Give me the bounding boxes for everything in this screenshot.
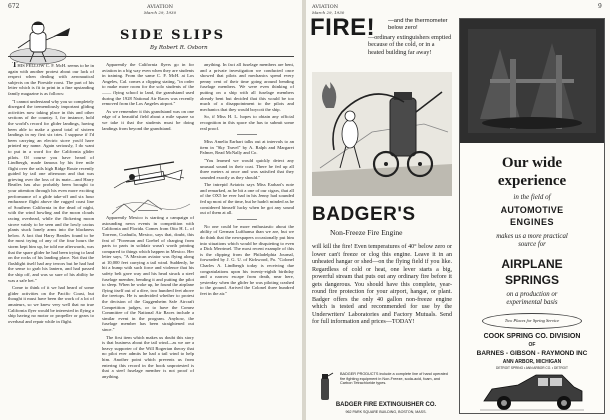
paragraph: THIS FELLOW C. F. McH. seems to be in again with another protest about our lack of respect when dealing with aeronautical subjects on the Fireside roost. The part of his letter which is fit to print in a fine upstanding family magazine is as follows: (8, 62, 94, 96)
right-page-number: 9 (598, 3, 602, 10)
section-title: SIDE SLIPS (120, 28, 225, 43)
article-column-1 (8, 62, 94, 414)
left-page-number: 672 (8, 3, 20, 10)
cook-automotive: AUTOMOTIVE (500, 205, 564, 215)
paragraph: No one could be more enthusiastic about the ability of German Lufthansa than we are, but we do think that the newspapers occasionally put him into situations which would be disquieting to even a Dick Merrimel. The most recent example of this is the clipping from the Philadelphia Journal, forwarded by J. G. U. of Kirkwood, Pa. "Colonel Charles A. Lindbergh today is receiving due congratulations upon his twenty-eighth birthday and a narrow escape from death, near here, yesterday when the glider he was piloting crashed to the ground. Arrived the Colonel three hundred feet in the air." (200, 223, 294, 296)
cook-springs: SPRINGS (504, 273, 559, 287)
cook-company-line-1: COOK SPRING CO. DIVISION (483, 333, 581, 340)
badger-products-note: BADGER PRODUCTS include a complete line of hand operated fire fighting equipment in Non-Freeze, soda-acid, foam, and Carbon Tetrachloride types. (340, 372, 448, 386)
badger-product-name: Non-Freeze Fire Engine (330, 228, 403, 237)
byline: By Robert R. Osborn (150, 45, 208, 51)
paragraph: Come to think of it we had heard of some glider activities on the Pacific Coast, but thought it must have been the work of a lot of amateurs, so we knew very well that no true California flyer would be interested in flying a ship having no motor or propeller or gears to overhaul and repair while in flight. (8, 285, 94, 324)
paragraph: "You learned we would quickly detect any unusual sound in their coat. There he fed up all three meters at once and was satisfied that they sounded exactly as they should." (200, 157, 294, 180)
badger-ad-body: will kill the fire! Even temperatures of 40° below zero or lower can't freeze or clog this engine. Leave it in an unheated hangar or shed—on the flying field if you like. Regardless of cold or heat, one lever starts a big, powerful stream that puts out any ordinary fire before it gets dangerous. You should have this complete, year-round fire protection for your airport, hangar, or plant. Badger offers the only 40 gallon non-freeze engine which is tested and recommended for use by the Underwriters' Laboratories and Factory Mutuals. Send for full information and prices—TODAY! (312, 244, 452, 325)
right-running-head: AVIATION March 29, 1930 (312, 4, 345, 15)
cook-spring-ad (459, 18, 605, 414)
cook-headline-line-1: Our wide (501, 155, 563, 171)
cook-location: ANN ARBOR, MICHIGAN (502, 359, 562, 365)
article-column-3 (200, 62, 294, 414)
side-slips-logo-illustration (8, 16, 78, 68)
title-rule (8, 56, 294, 57)
paragraph: "I cannot understand why you so completely disregard the tremendously important gliding activities now taking place in this and other sections of the country. I, for instance, hold the world's record for glider landings, having been able to make a grand total of sixteen landings in my first six tries. I suppose if I'd been carrying an electric stove you'd have printed my name. Again seriously, I do want to put in a word for the California glider pilots. Of course you have heard of Lindbergh, made famous by his free mile flight over the rails high Ridge Route recently guided by tail one afternoon and that was grieving over the loss of its mate—and Harry Beatles has also probably been brought to your attention through his even more exciting performance of a glide take-off and six hour endurance flight above the rugged coast line of Southern California in the dead of night, with the wind howling and the moon clouds racing overhead, while the flickering moon strove vainly to be seen and the lowly cactus plants stuck lonely arms into the blackness below. A fact that Harry Beatles found to be the most trying of any of the four hours the storm kept him up, he told me afterwards, was that the spare glider he had been trying to land on the rocks of his landing place. Not that the flashlight itself had any terrors but he had had the sense to grab his lantern, and had passed the ship off, and was so sure of his ability he was a safe bet." (8, 98, 94, 283)
paragraph: Apparently the California flyers go in for aviation in a big way even when they are students in training. From the same C. F. McH. at Los Angeles, Cal. comes a clipping stating, "in order to make more room for the solo students of the —— flying school to land, the grandstand used during the 1928 National Air Races was recently removed from the Los Angeles airport." (102, 62, 194, 107)
paragraph: So, if Miss H. L. hopes to obtain any official recognition in this space she has to submit some real proof. (200, 114, 294, 131)
cook-production-basis: on a production or experimental basis (506, 291, 558, 306)
paragraph: Miss Amelia Earhart talks out at intervals to an item in "Sky Travel" by A. Ralph and Margaret Palmer, Read McNally and Co. (200, 139, 294, 156)
cook-practical-source: makes us a more practical source for (496, 233, 568, 248)
article-column-2 (102, 62, 194, 414)
extinguisher-icon (316, 372, 334, 402)
left-running-head: AVIATION March 29, 1930 (143, 4, 177, 15)
paragraph: As we remember it this grandstand was on one edge of a beautiful field about a mile square so we take it that the students must be doing landings from beyond the grandstand. (102, 108, 194, 131)
cook-plants: DETROIT SPRING • ANN ARBOR CO. • DETROIT (496, 366, 568, 370)
fire-lead-text: —ordinary extinguishers emptied because of the cold, or in a heated building far away! (368, 34, 452, 56)
cook-headline-line-3: in the field of (513, 193, 551, 201)
airplane-cartoon-illustration (104, 148, 194, 218)
cook-engines: ENGINES (509, 217, 554, 227)
cook-company-line-3: BARNES - GIBSON - RAYMOND INC (476, 350, 588, 357)
fire-engine-extinguisher-illustration (312, 72, 452, 196)
paragraph: anything. In fact all fuselage members are bent, and a private investigation we conducted once showed that pilots and mechanics spend every penny cent of their time going around bending fuselage members. We were even thinking of putting on a ship with all fuselage members already bent but decided that this would be too much of a disappointment to the pilots and mechanics that they would boycott the ship. (200, 62, 294, 112)
cook-airplane: AIRPLANE (501, 257, 563, 271)
badger-brand: BADGER'S (312, 204, 416, 225)
paragraph: The intrepid Aviatrix says Miss Earhart's note and remarked, as he bit a one of our cigars, that all of the OX5 he ever had in his Jenny had sounded fed up most of the time, but he hadn't minded as he considered himself lucky when he got any sound out of them at all. (200, 182, 294, 216)
badger-company-address: 962 PARK SQUARE BUILDING, BOSTON, MASS. (345, 410, 427, 414)
separator (237, 134, 257, 135)
fire-subhead: —and the thermometer below zero! (388, 18, 448, 31)
cook-ad-text-area (460, 143, 604, 413)
paragraph: Apparently Mexico is starting a campaign of astounding news events in competition with California and Florida. Comes from Otto H. L. of Torreon, Coahuila, Mexico, says that, doubt, this feat of "Foreman and Goebel of charging from parts to parts in solidair wasn't worth printing compared to things which happen in Mexico. Her letter says, "A Mexican aviator was flying along at 10,000 feet carrying a tail wind. Suddenly, he hit a bump with such force and violence that his safety belt gave way and his head struck a steel fuselage member, bending it and putting the pilot to sleep. When he woke up, he found the airplane flying itself out of a dive, two hundred feet above the treetops. He is undecided whether to protest the decision of the Guggenheim Safe Aircraft Competition judges, or to have the Comez Committee of the National Air Races include a similar event in the program. Anyhow, the fuselage member has been straightened out since." (102, 215, 194, 332)
cook-company-line-2: OF (528, 342, 536, 348)
factory-photo-illustration (460, 19, 604, 143)
automobile-illustration (478, 371, 586, 413)
cook-headline-line-2: experience (497, 173, 567, 189)
cook-service-badge: Two Places for Spring Service (482, 313, 582, 329)
separator (237, 219, 257, 220)
badger-company-name: BADGER FIRE EXTINGUISHER CO. (335, 402, 437, 408)
paragraph: The first item which makes us doubt this story is that business about the tail wind—as we are a heavy supporter of the Will Rogerian theory that no pilot ever admits he had a tail wind to help him. Another point which prevents us from entering this record in the book unprotested is that a steel fuselage member is not proof of anything. (102, 334, 194, 379)
fire-headline: FIRE! (310, 14, 376, 41)
